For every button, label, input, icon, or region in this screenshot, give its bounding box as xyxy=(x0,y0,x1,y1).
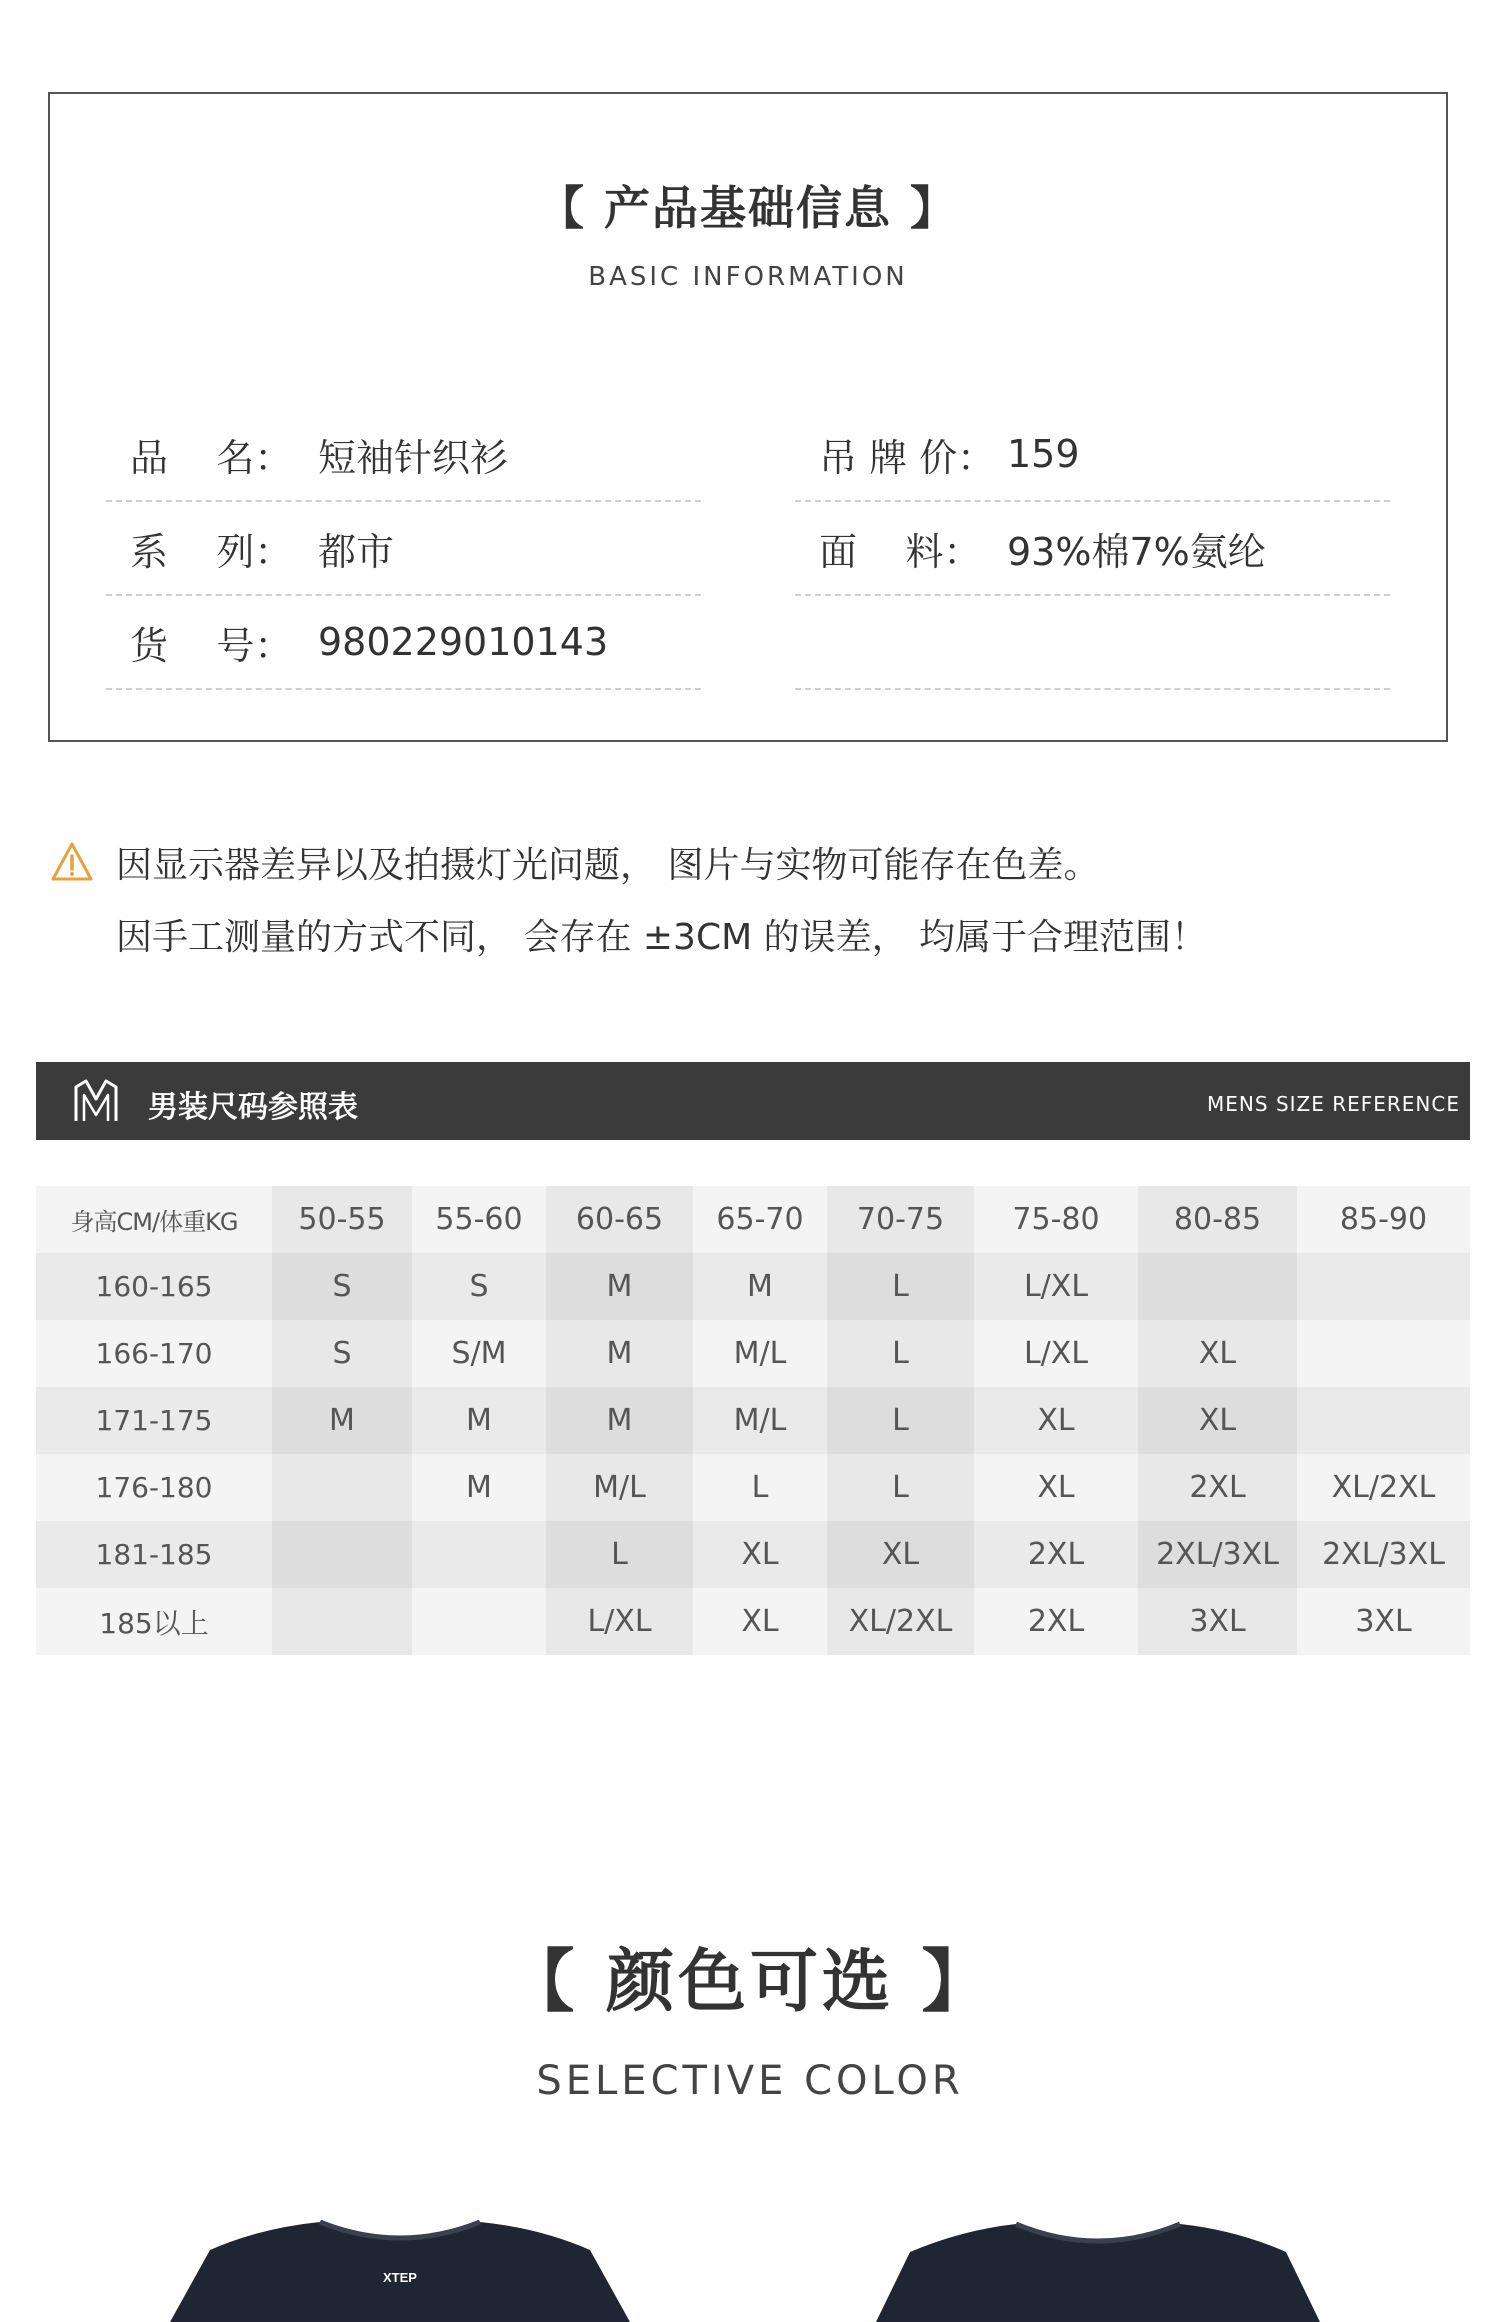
size-cell: XL xyxy=(974,1387,1138,1454)
size-cell: 2XL xyxy=(974,1521,1138,1588)
size-chart-header xyxy=(36,1062,1470,1140)
size-cell: L/XL xyxy=(546,1588,693,1655)
color-difference-notice xyxy=(50,826,1207,970)
info-row-price xyxy=(795,408,1390,502)
info-value: 980229010143 xyxy=(318,620,609,664)
size-cell: XL/2XL xyxy=(827,1588,974,1655)
size-cell xyxy=(1138,1253,1297,1320)
height-range-cell: 176-180 xyxy=(36,1454,272,1521)
size-cell xyxy=(412,1588,546,1655)
info-row-empty xyxy=(795,596,1390,690)
weight-range-header: 55-60 xyxy=(412,1186,546,1253)
size-cell: S xyxy=(272,1253,412,1320)
size-table-row xyxy=(36,1387,1470,1454)
size-cell xyxy=(1297,1387,1470,1454)
info-value: 159 xyxy=(1007,432,1080,476)
height-range-cell: 160-165 xyxy=(36,1253,272,1320)
size-cell: S xyxy=(272,1320,412,1387)
weight-range-header: 70-75 xyxy=(827,1186,974,1253)
weight-range-header: 65-70 xyxy=(693,1186,827,1253)
size-cell: L xyxy=(693,1454,827,1521)
size-table-row xyxy=(36,1521,1470,1588)
info-row-material xyxy=(795,502,1390,596)
height-range-cell: 171-175 xyxy=(36,1387,272,1454)
info-column-right xyxy=(795,432,1390,690)
size-cell xyxy=(272,1521,412,1588)
size-cell: S xyxy=(412,1253,546,1320)
size-cell: L/XL xyxy=(974,1320,1138,1387)
size-cell xyxy=(272,1454,412,1521)
shirt-preview-right[interactable] xyxy=(876,2220,1320,2322)
size-table xyxy=(36,1186,1470,1655)
size-cell: L xyxy=(827,1320,974,1387)
size-cell: M xyxy=(546,1387,693,1454)
size-table-row xyxy=(36,1253,1470,1320)
size-cell: XL xyxy=(974,1454,1138,1521)
size-cell: XL xyxy=(1138,1387,1297,1454)
size-cell: M xyxy=(412,1454,546,1521)
weight-range-header: 75-80 xyxy=(974,1186,1138,1253)
size-cell xyxy=(412,1521,546,1588)
size-cell: M xyxy=(546,1320,693,1387)
size-cell: XL xyxy=(693,1588,827,1655)
shirt-preview-left[interactable] xyxy=(170,2220,630,2322)
notice-text-1: 因显示器差异以及拍摄灯光问题， 图片与实物可能存在色差。 xyxy=(116,844,1100,886)
warning-triangle-icon xyxy=(50,840,94,884)
height-range-cell: 185以上 xyxy=(36,1588,272,1655)
size-table-row xyxy=(36,1588,1470,1655)
size-cell: L xyxy=(827,1253,974,1320)
size-cell: M/L xyxy=(693,1320,827,1387)
size-chart-subtitle: MENS SIZE REFERENCE xyxy=(1207,1092,1460,1116)
size-cell: 2XL/3XL xyxy=(1138,1521,1297,1588)
size-cell: L xyxy=(827,1454,974,1521)
info-label: 货 号： xyxy=(130,623,293,668)
size-cell: M/L xyxy=(546,1454,693,1521)
size-cell: M xyxy=(693,1253,827,1320)
notice-text-2: 因手工测量的方式不同， 会存在 ±3CM 的误差， 均属于合理范围！ xyxy=(116,916,1208,958)
size-chart-title: 男装尺码参照表 xyxy=(148,1090,358,1125)
size-cell: M/L xyxy=(693,1387,827,1454)
size-table-row xyxy=(36,1454,1470,1521)
info-label: 吊 牌 价： xyxy=(819,435,996,480)
size-cell: L xyxy=(827,1387,974,1454)
shirt-brand-text: XTEP xyxy=(383,2270,417,2285)
size-cell: S/M xyxy=(412,1320,546,1387)
size-cell xyxy=(272,1588,412,1655)
info-label: 面 料： xyxy=(819,529,982,574)
weight-range-header: 80-85 xyxy=(1138,1186,1297,1253)
size-cell: M xyxy=(412,1387,546,1454)
basic-info-panel xyxy=(48,92,1448,742)
color-section-title: 【 颜色可选 】 xyxy=(506,1943,994,2022)
size-cell: 2XL xyxy=(1138,1454,1297,1521)
info-label: 系 列： xyxy=(130,529,293,574)
size-cell: M xyxy=(546,1253,693,1320)
size-table-row xyxy=(36,1320,1470,1387)
size-table-header-row xyxy=(36,1186,1470,1253)
size-cell: 2XL/3XL xyxy=(1297,1521,1470,1588)
size-cell: 3XL xyxy=(1138,1588,1297,1655)
info-row-name xyxy=(106,408,701,502)
notice-line-2 xyxy=(50,898,1207,970)
size-cell: M xyxy=(272,1387,412,1454)
weight-range-header: 50-55 xyxy=(272,1186,412,1253)
size-cell: XL xyxy=(693,1521,827,1588)
size-cell: XL/2XL xyxy=(1297,1454,1470,1521)
info-row-sku xyxy=(106,596,701,690)
color-section-subtitle: SELECTIVE COLOR xyxy=(536,2058,964,2104)
info-title: 【 产品基础信息 】 xyxy=(537,181,959,235)
weight-range-header: 60-65 xyxy=(546,1186,693,1253)
size-cell: L/XL xyxy=(974,1253,1138,1320)
height-range-cell: 181-185 xyxy=(36,1521,272,1588)
size-cell: XL xyxy=(1138,1320,1297,1387)
size-cell xyxy=(1297,1253,1470,1320)
size-cell: 3XL xyxy=(1297,1588,1470,1655)
info-value: 都市 xyxy=(318,529,395,574)
brand-logo-icon xyxy=(70,1077,122,1125)
size-cell xyxy=(1297,1320,1470,1387)
notice-line-1 xyxy=(50,826,1207,898)
info-column-left xyxy=(106,435,701,690)
info-value: 短袖针织衫 xyxy=(318,435,509,480)
weight-range-header: 85-90 xyxy=(1297,1186,1470,1253)
size-cell: L xyxy=(546,1521,693,1588)
info-value: 93%棉7%氨纶 xyxy=(1007,529,1266,574)
info-label: 品 名： xyxy=(130,435,293,480)
info-row-series xyxy=(106,502,701,596)
height-range-cell: 166-170 xyxy=(36,1320,272,1387)
size-table-corner-cell: 身高CM/体重KG xyxy=(36,1186,272,1253)
info-subtitle: BASIC INFORMATION xyxy=(588,262,908,292)
size-cell: XL xyxy=(827,1521,974,1588)
size-cell: 2XL xyxy=(974,1588,1138,1655)
